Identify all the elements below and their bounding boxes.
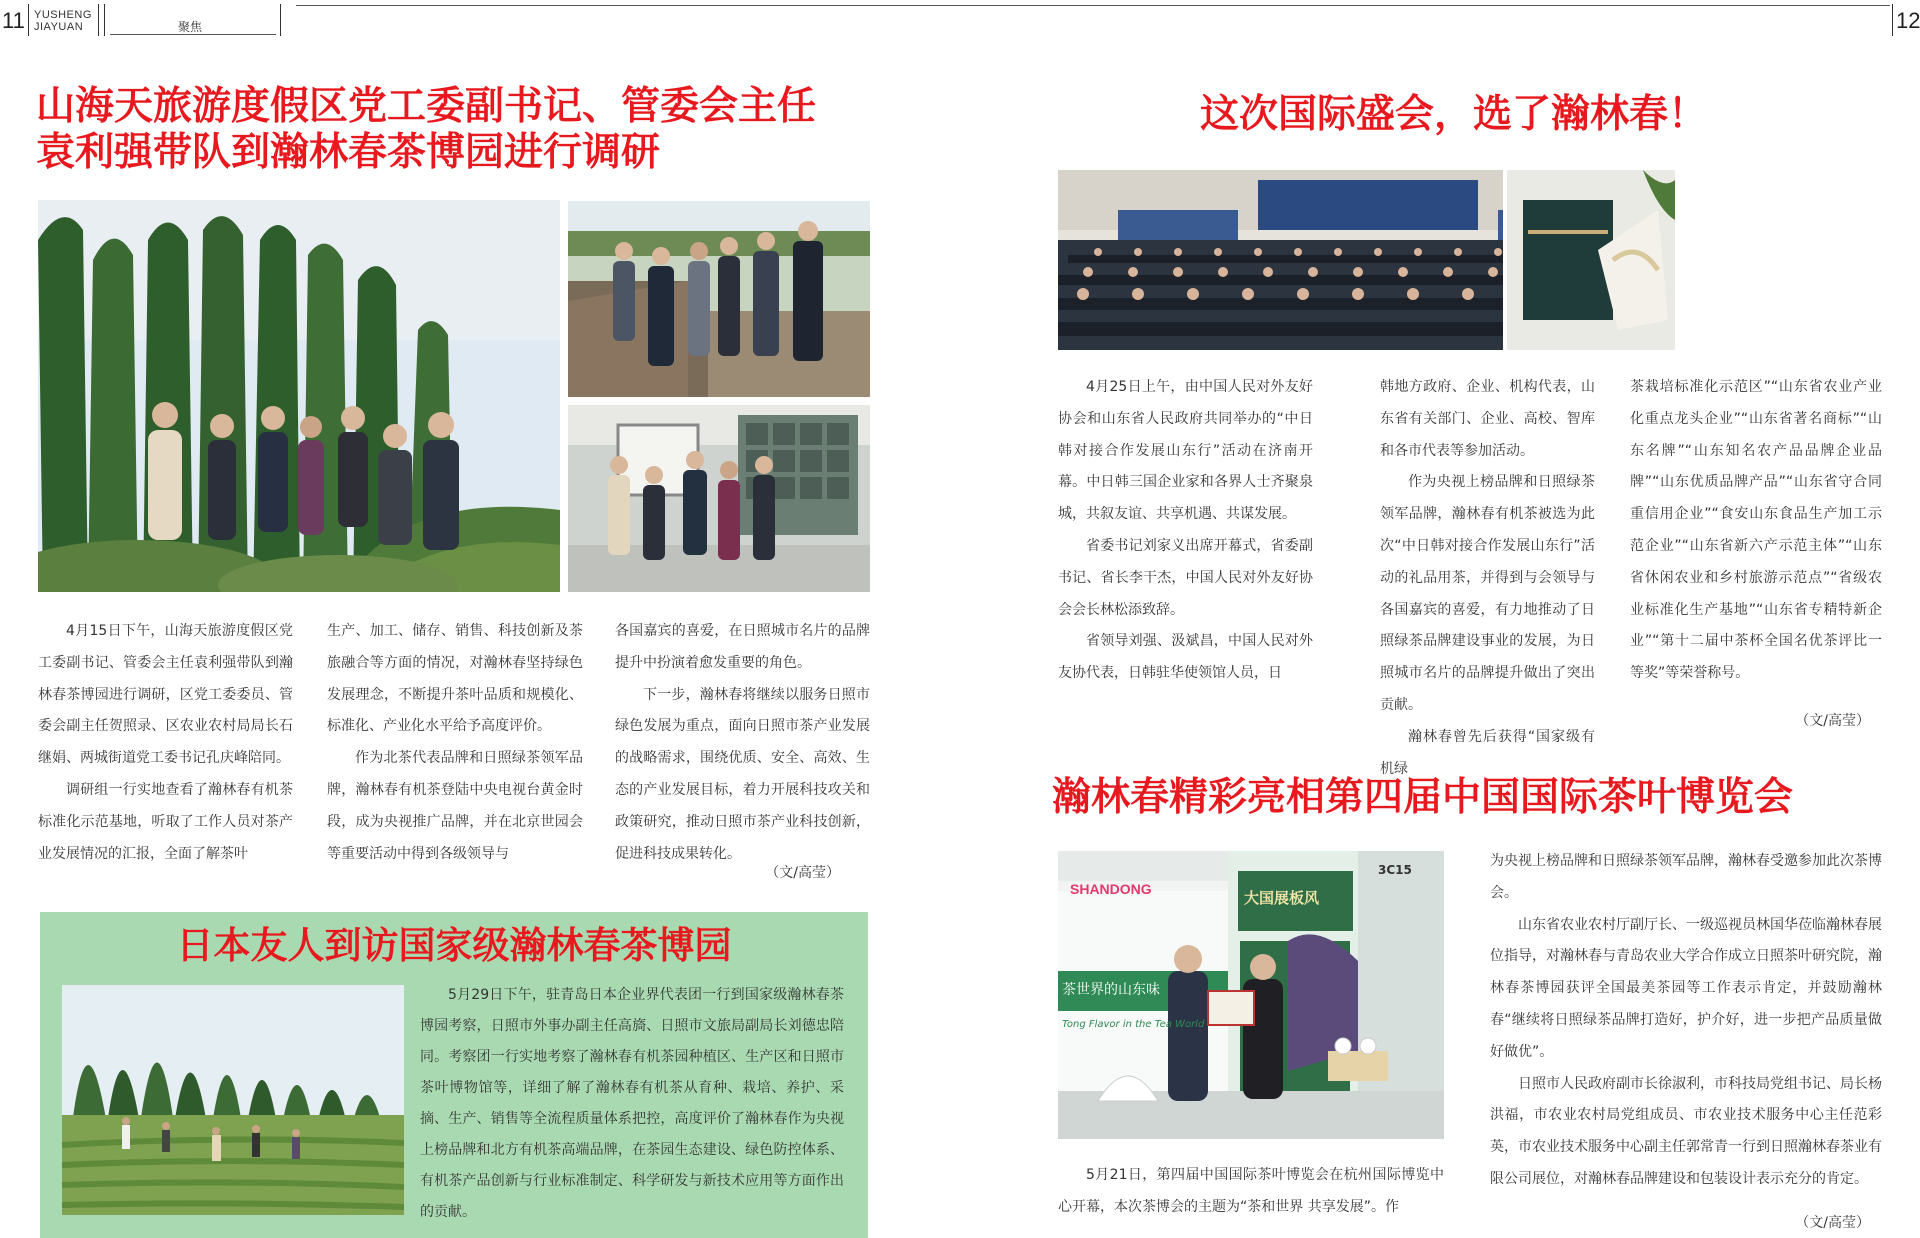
article4-col2-paragraph1: 为央视上榜品牌和日照绿茶领军品牌，瀚林春受邀参加此次茶博会。 — [1490, 853, 1882, 901]
article1-title — [36, 84, 876, 176]
booth-sign-main: 大国展板风 — [1244, 889, 1320, 907]
article4-title: 瀚林春精彩亮相第四届中国国际茶叶博览会 — [1052, 775, 1794, 820]
article4-col2-paragraph3: 日照市人民政府副市长徐淑利，市科技局党组书记、局长杨洪福，市农业农村局党组成员、市农业技术服务中心主任范彩英，市农业技术服务中心副主任郭常青一行到日照瀚林春茶业有限公司展位，对瀚林春品牌建设和包装设计表示充分的肯定。 — [1490, 1075, 1882, 1187]
booth-sign-slogan: 茶世界的山东味 — [1062, 982, 1160, 998]
right-page-number: 12 — [1896, 8, 1920, 33]
header-rule-left — [110, 34, 276, 35]
header-divider-mid — [98, 4, 99, 36]
header-rule-end — [1892, 4, 1893, 36]
outdoor-group-photo — [568, 201, 870, 397]
logo-line2: JIAYUAN — [34, 21, 84, 33]
article1-title-line2: 袁利强带队到瀚林春茶博园进行调研 — [36, 130, 661, 175]
article2-body — [420, 980, 844, 1228]
article3-title: 这次国际盛会，选了瀚林春！ — [1200, 92, 1708, 137]
article3-column2 — [1380, 372, 1595, 785]
article1-title-line1: 山海天旅游度假区党工委副书记、管委会主任 — [36, 84, 817, 129]
article1-col2-paragraph1: 生产、加工、储存、销售、科技创新及茶旅融合等方面的情况，对瀚林春坚持绿色发展理念，不断提升茶叶品质和规模化、标准化、产业化水平给予高度评价。 — [327, 623, 583, 735]
article3-col1-paragraph3: 省领导刘强、汲斌昌，中国人民对外友协代表，日韩驻华使领馆人员，日 — [1058, 633, 1313, 682]
logo-line1: YUSHENG — [34, 9, 92, 21]
booth-brand-logo: SHANDONG — [1070, 881, 1152, 897]
article3-col2-paragraph3: 瀚林春曾先后获得“国家级有机绿 — [1380, 728, 1595, 777]
article2-title: 日本友人到访国家级瀚林春茶博园 — [176, 924, 732, 967]
article1-col2-paragraph2: 作为北茶代表品牌和日照绿茶领军品牌，瀚林春有机茶登陆中央电视台黄金时段，成为央视推广品牌，并在北京世园会等重要活动中得到各级领导与 — [327, 750, 583, 862]
article3-col1-paragraph2: 省委书记刘家义出席开幕式，省委副书记、省长李干杰，中国人民对外友好协会会长林松添致辞。 — [1058, 537, 1313, 618]
article1-col3-paragraph1: 各国嘉宾的喜爱，在日照城市名片的品牌提升中扮演着愈发重要的角色。 — [615, 623, 870, 671]
article1-column3 — [615, 616, 870, 870]
header-divider-right — [280, 4, 281, 36]
booth-number-sign: 3C15 — [1378, 863, 1412, 877]
article1-column1 — [38, 616, 293, 870]
header-divider-mid2 — [104, 4, 105, 36]
article3-column1 — [1058, 372, 1313, 690]
article1-col1-paragraph2: 调研组一行实地查看了瀚林春有机茶标准化示范基地，听取了工作人员对茶产业发展情况的汇报，全面了解茶叶 — [38, 781, 293, 862]
article1-col3-paragraph2: 下一步，瀚林春将继续以服务日照市绿色发展为重点，面向日照市茶产业发展的战略需求，围绕优质、安全、高效、生态的产业发展目标，着力开展科技攻关和政策研究，推动日照市茶产业科技创新，促进科技成果转化。 — [615, 686, 870, 862]
booth-sign-tagline: Tong Flavor in the Tea World — [1062, 1019, 1205, 1030]
article1-credit: （文/高莹） — [765, 865, 840, 881]
article1-column2 — [327, 616, 583, 870]
article3-col2-paragraph1: 韩地方政府、企业、机构代表，山东省有关部门、企业、高校、智库和各市代表等参加活动。 — [1380, 379, 1595, 459]
tea-garden-inspection-photo — [38, 200, 560, 592]
conference-hall-photo — [1058, 170, 1675, 350]
article3-credit: （文/高莹） — [1795, 713, 1870, 729]
header-divider-left — [28, 4, 29, 36]
header-rule-right — [296, 5, 1890, 6]
article4-credit: （文/高莹） — [1795, 1215, 1870, 1231]
header-section-label: 聚焦 — [178, 20, 203, 34]
article4-column2 — [1490, 846, 1882, 1196]
magazine-logo — [34, 9, 92, 33]
article3-col1-paragraph1: 4月25日上午，由中国人民对外友好协会和山东省人民政府共同举办的“中日韩对接合作发展山东行”活动在济南开幕。中日韩三国企业家和各界人士齐聚泉城，共叙友谊、共享机遇、共谋发展。 — [1058, 379, 1313, 523]
left-page-number: 11 — [2, 8, 25, 33]
article4-column1 — [1058, 1160, 1444, 1224]
tea-museum-visit-photo — [568, 405, 870, 592]
article4-col2-paragraph2: 山东省农业农村厅副厅长、一级巡视员林国华莅临瀚林春展位指导，对瀚林春与青岛农业大学合作成立日照茶叶研究院，瀚林春茶博园获评全国最美茶园等工作表示肯定，并鼓励瀚林春“继续将日照绿茶品牌打造好，护介好，进一步把产品质量做好做优”。 — [1490, 916, 1882, 1060]
tea-plantation-visit-photo — [62, 985, 404, 1215]
article3-col2-paragraph2: 作为央视上榜品牌和日照绿茶领军品牌，瀚林春有机茶被选为此次“中日韩对接合作发展山东行”活动的礼品用茶，并得到与会领导与各国嘉宾的喜爱，有力地推动了日照绿茶品牌建设事业的发展，为日照城市名片的品牌提升做出了突出贡献。 — [1380, 474, 1595, 713]
article3-column3 — [1630, 372, 1882, 690]
article4-col1-paragraph1: 5月21日，第四届中国国际茶叶博览会在杭州国际博览中心开幕，本次茶博会的主题为“茶和世界 共享发展”。作 — [1058, 1167, 1444, 1215]
article1-col1-paragraph1: 4月15日下午，山海天旅游度假区党工委副书记、管委会主任袁利强带队到瀚林春茶博园进行调研，区党工委委员、管委会副主任贺照录、区农业农村局局长石继娟、两城街道党工委书记孔庆峰陪同。 — [38, 623, 293, 767]
tea-expo-booth-photo — [1058, 851, 1444, 1139]
article3-col3-paragraph1: 茶栽培标准化示范区”“山东省农业产业化重点龙头企业”“山东省著名商标”“山东名牌”“山东知名农产品品牌企业品牌”“山东优质品牌产品”“山东省守合同重信用企业”“食安山东食品生产加工示范企业”“山东省新六产示范主体”“山东省休闲农业和乡村旅游示范点”“省级农业标准化生产基地”“山东省专精特新企业”“第十二届中茶杯全国名优茶评比一等奖”等荣誉称号。 — [1630, 379, 1882, 682]
article2-paragraph: 5月29日下午，驻青岛日本企业界代表团一行到国家级瀚林春茶博园考察，日照市外事办副主任高旖、日照市文旅局副局长刘德忠陪同。考察团一行实地考察了瀚林春有机茶园种植区、生产区和日照市茶叶博物馆等，详细了解了瀚林春有机茶从育种、栽培、养护、采摘、生产、销售等全流程质量体系把控，高度评价了瀚林春作为央视上榜品牌和北方有机茶高端品牌，在茶园生态建设、绿色防控体系、有机茶产品创新与行业标准制定、科学研发与新技术应用等方面作出的贡献。 — [420, 987, 844, 1220]
